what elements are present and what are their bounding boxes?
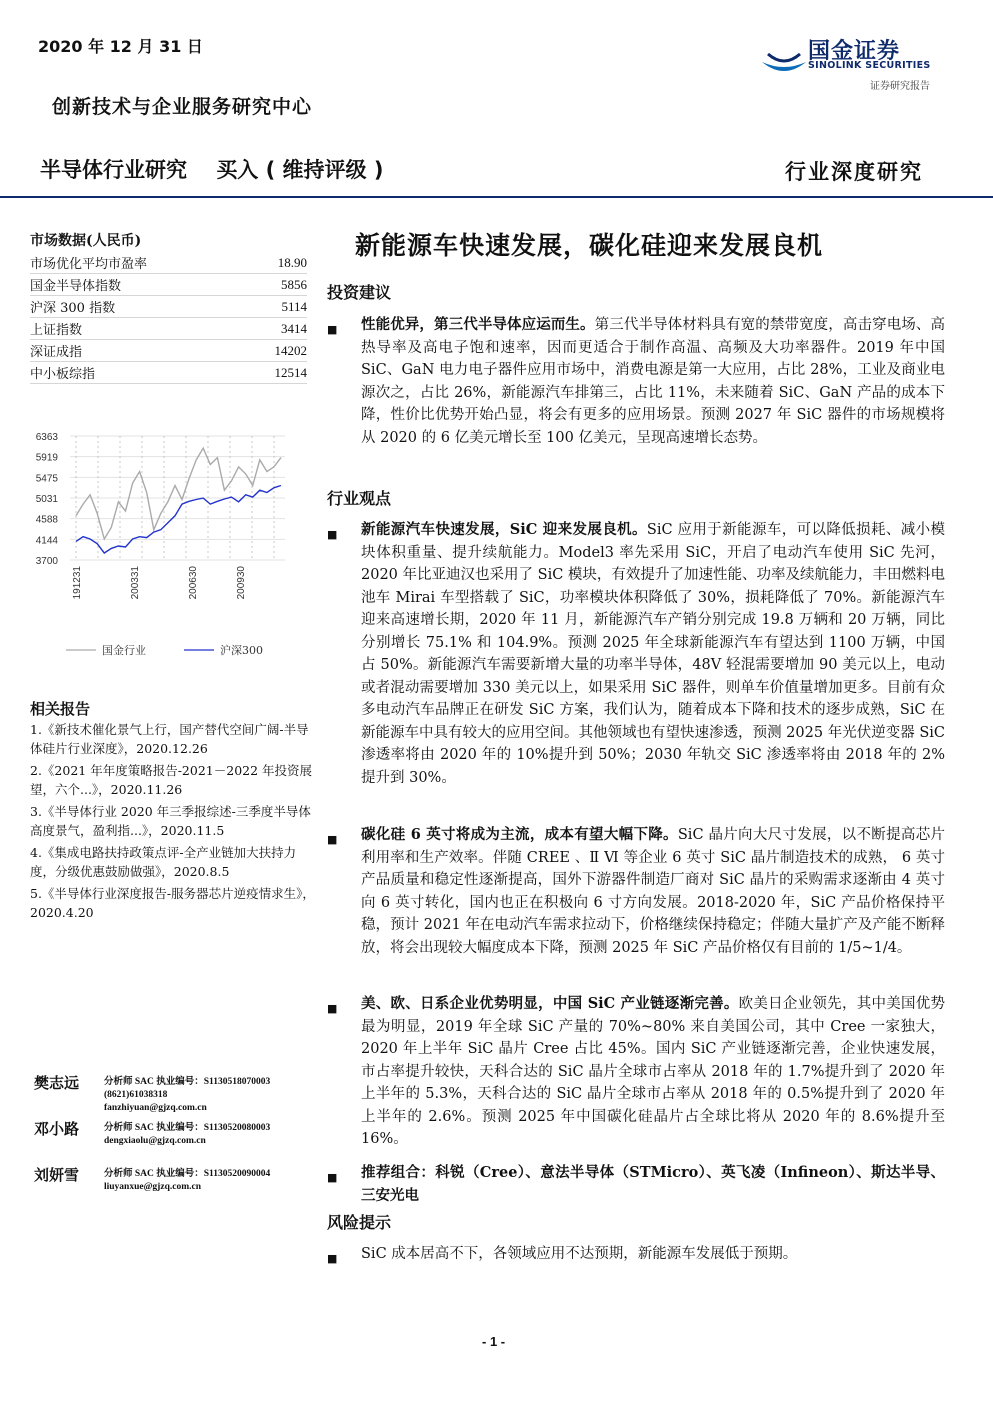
section-risk-title: 风险提示 (327, 1213, 392, 1232)
analyst-phone: (8621)61038318 (104, 1090, 168, 1100)
header-divider (0, 196, 993, 198)
analyst-sac: 分析师 SAC 执业编号：S1130520080003 (104, 1123, 271, 1133)
analyst-name: 邓小路 (34, 1120, 80, 1138)
table-row (30, 274, 307, 296)
bullet-icon: ■ (327, 1002, 338, 1015)
market-label: 市场优化平均市盈率 (30, 252, 247, 274)
list-item[interactable]: 5.《半导体行业深度报告-服务器芯片逆疫情求生》，2020.4.20 (30, 886, 315, 920)
analyst-sac: 分析师 SAC 执业编号：S1130518070003 (104, 1077, 271, 1087)
logo-subtitle: 证券研究报告 (870, 81, 930, 92)
industry-label: 半导体行业研究 (40, 158, 187, 182)
x-tick-label: 191231 (72, 566, 83, 600)
analyst-block (34, 1164, 324, 1204)
index-line-chart (30, 426, 310, 661)
market-label: 中小板综指 (30, 362, 247, 384)
y-tick-label: 5475 (35, 473, 58, 485)
industry-rating-row (40, 154, 405, 184)
paragraph-sic-wafer (327, 824, 945, 959)
analyst-info (104, 1076, 270, 1115)
y-tick-label: 5919 (35, 452, 58, 464)
para-lead: 碳化硅 6 英寸将成为主流，成本有望大幅下降。 (361, 826, 678, 843)
y-tick-label: 6363 (35, 432, 58, 443)
para-lead: 推荐组合：科锐（Cree）、意法半导体（STMicro）、英飞凌（Infineon）、斯达半导、三安光电 (361, 1164, 945, 1204)
legend-label: 沪深300 (220, 644, 263, 657)
market-value: 14202 (247, 340, 307, 362)
research-center: 创新技术与企业服务研究中心 (52, 96, 313, 118)
paragraph-risk (327, 1243, 945, 1266)
section-view-title: 行业观点 (327, 489, 392, 508)
table-row (30, 318, 307, 340)
bullet-icon: ■ (327, 323, 338, 336)
analyst-email[interactable]: fanzhiyuan@gjzq.com.cn (104, 1103, 207, 1113)
related-reports-title: 相关报告 (30, 700, 91, 718)
rating-label: 买入 ( 维持评级 ) (216, 158, 384, 182)
para-body: 第三代半导体材料具有宽的禁带宽度，高击穿电场、高热导率及高电子饱和速率，因而更适合于制作高温、高频及大功率器件。2019 年中国 SiC、GaN 电力电子器件应用市场中，消费电源是第一大应用，占比 28%，工业及商业电源次之，占比 26%，新能源汽车排第三，占比 11%，未来随着 SiC、GaN 产品的成本下降，性价比优势开始凸显，将会有更多的应用场景。预测 2027 年 SiC 器件的市场规模将从 2020 的 6 亿美元增长至 100 亿美元，呈现高速增长态势。 (361, 317, 945, 446)
market-value: 5856 (247, 274, 307, 296)
bullet-icon: ■ (327, 1171, 338, 1184)
analyst-info (104, 1122, 270, 1148)
logo-cn-text: 国金证券 (808, 39, 901, 64)
x-tick-label: 200630 (188, 566, 199, 600)
list-item[interactable]: 4.《集成电路扶持政策点评-全产业链加大扶持力度，分级优惠鼓励做强》，2020.8.5 (30, 845, 297, 879)
analyst-block (34, 1072, 324, 1122)
analyst-sac: 分析师 SAC 执业编号：S1130520090004 (104, 1169, 271, 1179)
report-date: 2020 年 12 月 31 日 (38, 37, 203, 56)
series-line (76, 486, 281, 554)
x-tick-label: 200331 (130, 566, 141, 600)
market-label: 上证指数 (30, 318, 247, 340)
market-data-table (30, 252, 307, 384)
analyst-name: 樊志远 (34, 1074, 80, 1092)
related-reports-list (30, 720, 318, 925)
legend-label: 国金行业 (102, 644, 146, 657)
series-line (76, 448, 281, 539)
logo-mark-icon (760, 32, 808, 80)
para-body: 欧美日企业领先，其中美国优势最为明显，2019 年全球 SiC 产量的 70%~80% 来自美国公司，其中 Cree 一家独大，2020 年上半年 SiC 晶片 Cree 占比 45%。国内 SiC 产业链逐渐完善，企业快速发展，市占率提升较快，天科合达的 SiC 晶片全球市占率从 2018 年的 1.7%提升到了 2020 年上半年的 5.3%，天科合达的 SiC 晶片全球市占率从 2018 年的 0.5%提升到了 2020 年上半年的 2.6%。预测 2025 年中国碳化硅晶片占全球比将从 2020 年的 8.6%提升至 16%。 (361, 996, 946, 1147)
y-tick-label: 5031 (35, 494, 58, 505)
table-row (30, 340, 307, 362)
bullet-icon: ■ (327, 833, 338, 846)
y-tick-label: 4144 (35, 535, 58, 547)
para-body: SiC 成本居高不下，各领域应用不达预期，新能源车发展低于预期。 (361, 1246, 798, 1262)
analyst-email[interactable]: liuyanxue@gjzq.com.cn (104, 1182, 201, 1192)
table-row (30, 252, 307, 274)
market-value: 5114 (247, 296, 307, 318)
market-label: 国金半导体指数 (30, 274, 247, 296)
bullet-icon: ■ (327, 1252, 338, 1265)
analyst-block (34, 1118, 324, 1158)
market-data-title: 市场数据(人民币) (30, 233, 142, 249)
analyst-info (104, 1168, 270, 1194)
list-item[interactable]: 2.《2021 年年度策略报告-2021－2022 年投资展望，六个...》，2020.11.26 (30, 763, 313, 797)
list-item[interactable]: 1.《新技术催化景气上行，国产替代空间广阔-半导体硅片行业深度》，2020.12.26 (30, 722, 309, 756)
paragraph-performance (327, 314, 945, 449)
page-number: - 1 - (482, 1334, 506, 1349)
market-value: 18.90 (247, 252, 307, 274)
analyst-name: 刘妍雪 (34, 1166, 80, 1184)
paragraph-recommend (327, 1162, 945, 1207)
list-item[interactable]: 3.《半导体行业 2020 年三季报综述-三季度半导体高度景气，盈利指...》，2020.11.5 (30, 804, 311, 838)
table-row (30, 296, 307, 318)
para-lead: 美、欧、日系企业优势明显，中国 SiC 产业链逐渐完善。 (361, 995, 739, 1012)
report-type: 行业深度研究 (785, 159, 923, 184)
y-tick-label: 3700 (35, 556, 58, 567)
para-body: SiC 应用于新能源车，可以降低损耗、减小模块体积重量、提升续航能力。Model3 率先采用 SiC，开启了电动汽车使用 SiC 先河，2020 年比亚迪汉也采用了 SiC 模块，有效提升了加速性能、功率及续航能力，丰田燃料电池车 Mirai 车型搭载了 SiC，功率模块体积降低了 30%，损耗降低了 70%。新能源汽车迎来高速增长期，2020 年 11 月，新能源汽车产销分别完成 19.8 万辆和 20 万辆，同比分别增长 75.1% 和 104.9%。预测 2025 年全球新能源汽车有望达到 1100 万辆，中国占 50%。新能源汽车需要新增大量的功率半导体，48V 轻混需要增加 90 美元以上，电动或者混动需要增加 330 美元以上，如果采用 SiC 器件，则单车价值量增加更多。目前有众多电动汽车品牌正在研发 SiC 方案，我们认为，随着成本下降和技术的逐步成熟，SiC 在新能源车中具有较大的应用空间。其他领域也有望快速渗透，预测 2025 年光伏逆变器 SiC 渗透率将由 2020 年的 10%提升到 50%；2030 年轨交 SiC 渗透率将由 2018 年的 2%提升到 30%。 (361, 522, 945, 786)
market-value: 3414 (247, 318, 307, 340)
report-headline: 新能源车快速发展，碳化硅迎来发展良机 (355, 231, 824, 260)
market-label: 深证成指 (30, 340, 247, 362)
market-value: 12514 (247, 362, 307, 384)
para-body: SiC 晶片向大尺寸发展，以不断提高芯片利用率和生产效率。伴随 CREE 、Ⅱ Ⅵ 等企业 6 英寸 SiC 晶片制造技术的成熟， 6 英寸产品质量和稳定性逐渐提高，国外下游器件制造厂商对 SiC 晶片的采购需求逐渐由 4 英寸向 6 英寸转化，国内也正在积极向 6 寸方向发展。2018-2020 年，SiC 产品价格保持平稳，预计 2021 年在电动汽车需求拉动下，价格继续保持稳定；伴随大量扩产及产能不断释放，将会出现较大幅度成本下降，预测 2025 年 SiC 产品价格仅有目前的 1/5~1/4。 (361, 827, 946, 956)
market-label: 沪深 300 指数 (30, 296, 247, 318)
logo-en-text: SINOLINK SECURITIES (808, 60, 931, 71)
para-lead: 性能优异，第三代半导体应运而生。 (361, 316, 595, 333)
table-row (30, 362, 307, 384)
y-tick-label: 4588 (35, 514, 58, 526)
x-tick-label: 200930 (236, 566, 247, 600)
paragraph-industry-chain (327, 993, 945, 1151)
analyst-email[interactable]: dengxiaolu@gjzq.com.cn (104, 1136, 206, 1146)
paragraph-ev (327, 519, 945, 789)
bullet-icon: ■ (327, 528, 338, 541)
para-lead: 新能源汽车快速发展，SiC 迎来发展良机。 (361, 521, 647, 538)
section-invest-title: 投资建议 (327, 283, 392, 302)
